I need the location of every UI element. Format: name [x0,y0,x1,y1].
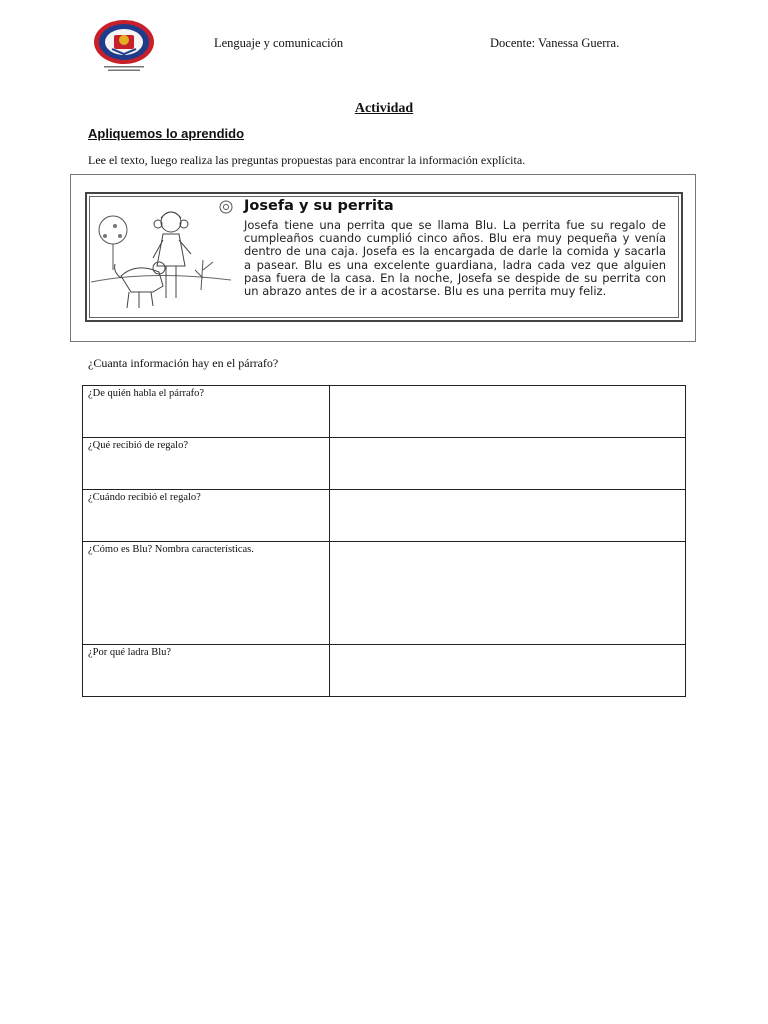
table-row [83,490,686,542]
table-row [83,386,686,438]
activity-subtitle: Apliquemos lo aprendido [88,126,245,141]
answer-cell[interactable] [330,645,686,697]
answer-cell[interactable] [330,386,686,438]
answer-cell[interactable] [330,542,686,645]
reading-passage-frame [70,174,696,342]
girl-and-dog-illustration [91,200,241,318]
question-cell: ¿Cómo es Blu? Nombra características. [83,542,330,645]
table-row [83,542,686,645]
school-logo [92,18,156,74]
reading-text: Josefa tiene una perrita que se llama Blu. La perrita fue su regalo de cumpleaños cuando cumplió cinco años. Blu era muy pequeña y venía dentro de una caja. Josefa es la encargada de darle la comida y sacarla a pasear. Blu es una excelente guardiana, ladra cada vez que alguien pasa fuera de la casa. En la noche, Josefa se despide de su perrita con un abrazo antes de ir a acostarse. Blu es una perrita muy feliz. [244,218,666,299]
flower-icon [219,200,233,214]
answer-cell[interactable] [330,438,686,490]
questions-table [82,385,686,697]
activity-title: Actividad [354,101,414,116]
question-cell: ¿Por qué ladra Blu? [83,645,330,697]
answer-cell[interactable] [330,490,686,542]
question-cell: ¿Qué recibió de regalo? [83,438,330,490]
reading-title: Josefa y su perrita [244,198,394,214]
question-cell: ¿Cuándo recibió el regalo? [83,490,330,542]
table-row [83,438,686,490]
question-cell: ¿De quién habla el párrafo? [83,386,330,438]
reading-passage-box [85,192,683,322]
teacher-label: Docente: Vanessa Guerra. [490,36,620,50]
instructions-text: Lee el texto, luego realiza las preguntas propuestas para encontrar la información explícita. [88,153,526,167]
table-row [83,645,686,697]
question-prompt: ¿Cuanta información hay en el párrafo? [88,356,279,370]
subject-label: Lenguaje y comunicación [214,36,344,50]
